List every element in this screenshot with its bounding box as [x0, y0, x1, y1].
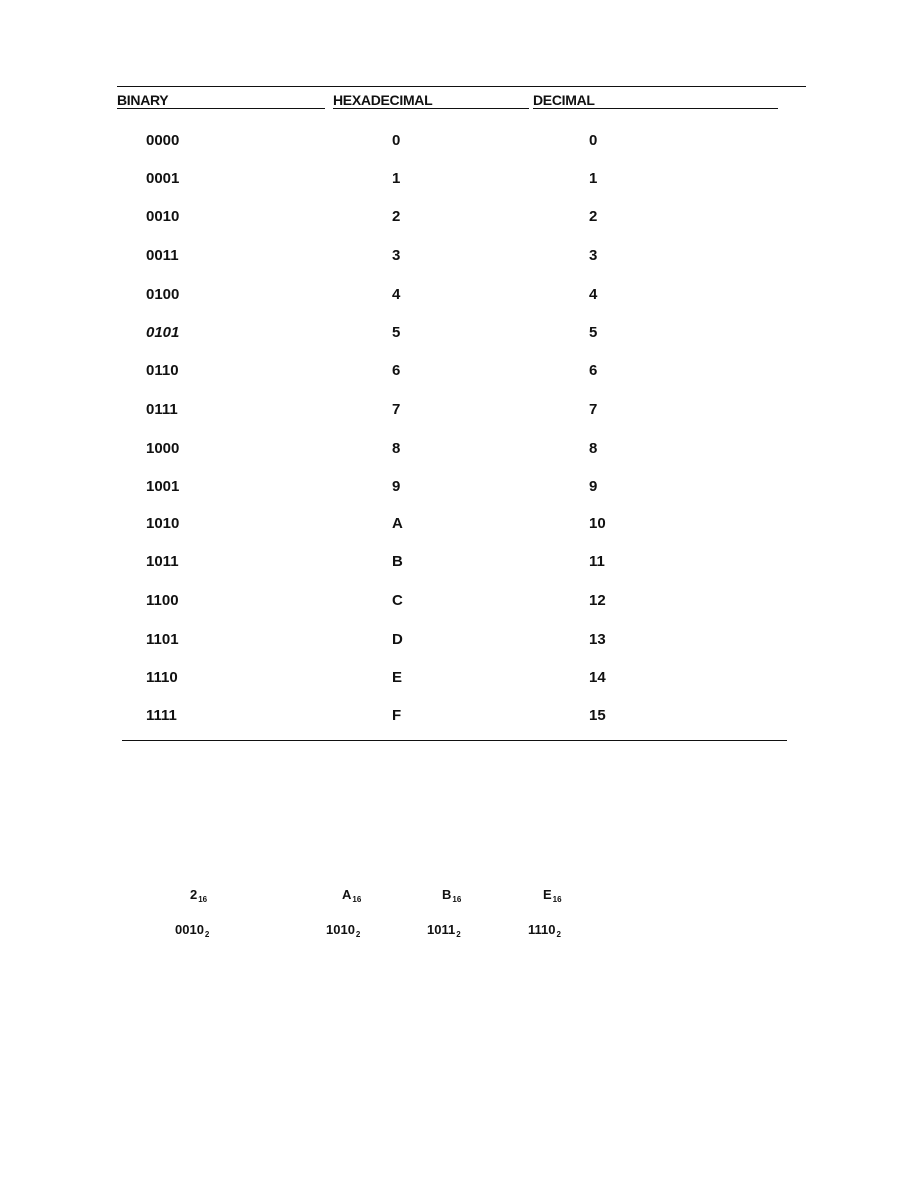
header-hexadecimal: HEXADECIMAL [333, 92, 529, 109]
header-binary: BINARY [117, 92, 325, 109]
binary-cell: 1000 [146, 440, 180, 457]
hex-cell: 7 [392, 401, 401, 418]
hex-value-b: $B_{16}$ [442, 887, 462, 904]
table-row [0, 169, 918, 189]
hex-cell: 5 [392, 324, 401, 341]
decimal-cell: 8 [589, 440, 598, 457]
decimal-cell: 13 [589, 631, 606, 648]
table-row [0, 439, 918, 459]
binary-cell: 1010 [146, 515, 180, 532]
binary-cell: 1001 [146, 478, 180, 495]
binary-cell: 1111 [146, 707, 177, 724]
table-row [0, 477, 918, 497]
hex-cell: 6 [392, 362, 401, 379]
binary-cell: 1101 [146, 631, 179, 648]
binary-cell: 0001 [146, 170, 180, 187]
binary-value-1010: $1010_2$ [326, 922, 361, 939]
table-row [0, 514, 918, 534]
binary-cell: 0101 [146, 324, 180, 341]
table-row [0, 591, 918, 611]
table-row [0, 668, 918, 688]
table-row [0, 207, 918, 227]
table-row [0, 706, 918, 726]
decimal-cell: 12 [589, 592, 606, 609]
decimal-cell: 7 [589, 401, 598, 418]
decimal-cell: 9 [589, 478, 598, 495]
table-row [0, 323, 918, 343]
hex-cell: 8 [392, 440, 401, 457]
hex-cell: 3 [392, 247, 401, 264]
hex-cell: 0 [392, 132, 401, 149]
decimal-cell: 4 [589, 286, 598, 303]
binary-cell: 0110 [146, 362, 179, 379]
table-row [0, 552, 918, 572]
binary-value-1110: $1110_2$ [528, 922, 561, 939]
binary-value-1011: $1011_2$ [427, 922, 461, 939]
decimal-cell: 0 [589, 132, 598, 149]
decimal-cell: 2 [589, 208, 598, 225]
hex-cell: C [392, 592, 403, 609]
decimal-cell: 1 [589, 170, 598, 187]
top-rule [117, 86, 806, 87]
decimal-cell: 3 [589, 247, 598, 264]
decimal-cell: 14 [589, 669, 606, 686]
binary-cell: 1100 [146, 592, 179, 609]
hex-cell: E [392, 669, 403, 686]
binary-cell: 1011 [146, 553, 179, 570]
table-row [0, 361, 918, 381]
hex-value-e: $E_{16}$ [543, 887, 562, 904]
hex-cell: B [392, 553, 403, 570]
binary-value-0010: $0010_2$ [175, 922, 210, 939]
binary-cell: 0111 [146, 401, 178, 418]
decimal-cell: 6 [589, 362, 598, 379]
hex-value-a: $A_{16}$ [342, 887, 362, 904]
table-row [0, 131, 918, 151]
binary-cell: 1110 [146, 669, 178, 686]
table-row [0, 630, 918, 650]
hex-cell: 2 [392, 208, 401, 225]
table-row [0, 285, 918, 305]
hex-cell: D [392, 631, 403, 648]
binary-cell: 0100 [146, 286, 180, 303]
binary-cell: 0010 [146, 208, 180, 225]
decimal-cell: 10 [589, 515, 606, 532]
hex-cell: F [392, 707, 402, 724]
hex-cell: 1 [392, 170, 401, 187]
hex-value-2: $2_{16}$ [190, 887, 208, 904]
hex-cell: A [392, 515, 403, 532]
bottom-rule [122, 740, 787, 741]
hex-cell: 4 [392, 286, 401, 303]
table-row [0, 400, 918, 420]
decimal-cell: 5 [589, 324, 598, 341]
decimal-cell: 15 [589, 707, 606, 724]
hex-cell: 9 [392, 478, 401, 495]
decimal-cell: 11 [589, 553, 605, 570]
binary-cell: 0000 [146, 132, 180, 149]
binary-cell: 0011 [146, 247, 179, 264]
table-row [0, 246, 918, 266]
header-decimal: DECIMAL [533, 92, 778, 109]
